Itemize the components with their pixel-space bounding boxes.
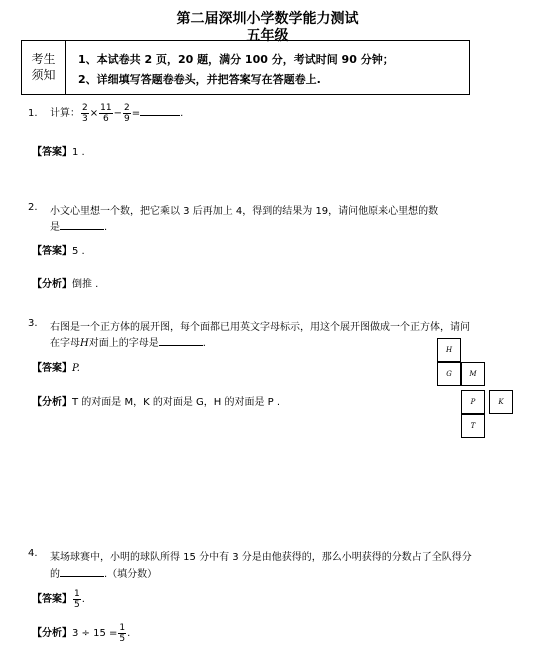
exam-title: 第二届深圳小学数学能力测试 bbox=[176, 11, 359, 27]
q3-analysis-text: T 的对面是 M，K 的对面是 G，H 的对面是 P . bbox=[72, 397, 281, 408]
q1-tail: . bbox=[180, 108, 184, 119]
q1-answer-blank bbox=[140, 106, 180, 116]
q2-line-2-suffix: . bbox=[104, 222, 108, 233]
q4-answer-fraction: $\frac{1}{5}$ bbox=[74, 588, 80, 610]
q3-line-2-suffix: . bbox=[202, 338, 206, 349]
q4-answer-tag: 【答案】 bbox=[32, 594, 72, 605]
q1-op-2: − bbox=[113, 108, 122, 119]
q2-line-1: 小文心里想一个数，把它乘以 3 后再加上 4，得到的结果为 19，请问他原来心里想的数 bbox=[50, 206, 439, 217]
q3-answer-blank bbox=[159, 336, 203, 346]
q3-line-2-b: 对面上的字母是 bbox=[88, 338, 159, 349]
q4-number: 4. bbox=[28, 548, 38, 559]
q3-line-1: 右图是一个正方体的展开图，每个面都已用英文字母标示，用这个展开图做成一个正方体，请问 bbox=[50, 322, 470, 333]
q1-expression bbox=[50, 100, 183, 128]
q3-answer-value: P. bbox=[72, 363, 80, 374]
q1-answer-value: 1 . bbox=[72, 147, 85, 158]
q1-fraction-1: $\frac{2}{3}$ bbox=[82, 102, 88, 124]
q1-op-1: × bbox=[89, 108, 99, 119]
q2-number: 2. bbox=[28, 202, 38, 213]
q4-line-1: 某场球赛中，小明的球队所得 15 分中有 3 分是由他获得的，那么小明获得的分数占了全队得分 bbox=[50, 552, 472, 563]
q3-line-2 bbox=[50, 334, 206, 349]
q3-answer bbox=[32, 359, 80, 374]
grade-subtitle: 五年级 bbox=[246, 28, 289, 44]
q1-number: 1. bbox=[28, 108, 38, 119]
notice-label-line-1: 考生 bbox=[31, 52, 56, 66]
q4-answer-blank bbox=[60, 567, 104, 577]
q4-analysis-fraction: $\frac{1}{5}$ bbox=[119, 622, 126, 644]
q4-analysis-expr: 3 ÷ 15 = bbox=[72, 628, 118, 639]
q1-answer-tag: 【答案】 bbox=[32, 147, 72, 158]
q4-answer-tail: . bbox=[81, 594, 85, 605]
net-face-p: P bbox=[461, 390, 485, 414]
q4-analysis-tail: . bbox=[127, 628, 131, 639]
q2-answer-value: 5 . bbox=[72, 246, 85, 257]
exam-notice-box bbox=[21, 40, 470, 95]
net-face-m: M bbox=[461, 362, 485, 386]
q3-analysis-tag: 【分析】 bbox=[32, 397, 72, 408]
q1-answer bbox=[32, 143, 85, 158]
q1-fraction-2: $\frac{11}{6}$ bbox=[100, 102, 112, 124]
q3-line-2-a: 在字母 bbox=[50, 338, 80, 349]
q2-answer-tag: 【答案】 bbox=[32, 246, 72, 257]
q4-line-2-suffix: .（填分数） bbox=[104, 569, 158, 580]
q2-answer-blank bbox=[60, 220, 104, 230]
q2-analysis-text: 倒推 . bbox=[72, 279, 99, 290]
net-face-k: K bbox=[489, 390, 513, 414]
q2-answer bbox=[32, 242, 85, 257]
q2-line-2-prefix: 是 bbox=[50, 222, 60, 233]
notice-label bbox=[22, 41, 66, 94]
q4-line-2 bbox=[50, 565, 157, 580]
notice-line-2: 2、详细填写答题卷卷头，并把答案写在答题卷上. bbox=[78, 73, 321, 86]
q4-analysis-tag: 【分析】 bbox=[32, 628, 72, 639]
q3-answer-tag: 【答案】 bbox=[32, 363, 72, 374]
q4-answer bbox=[32, 586, 85, 614]
net-face-h: H bbox=[437, 338, 461, 362]
q4-line-2-prefix: 的 bbox=[50, 569, 60, 580]
net-face-g: G bbox=[437, 362, 461, 386]
q2-line-2 bbox=[50, 218, 107, 233]
q1-fraction-3: $\frac{2}{9}$ bbox=[123, 102, 130, 124]
notice-label-line-2: 须知 bbox=[31, 68, 56, 82]
q3-analysis bbox=[32, 393, 280, 408]
q3-number: 3. bbox=[28, 318, 38, 329]
q4-analysis bbox=[32, 620, 130, 648]
q1-equals: = bbox=[131, 108, 141, 119]
q1-prefix: 计算： bbox=[50, 108, 80, 119]
q3-line-2-h: H bbox=[80, 338, 89, 349]
notice-line-1: 1、本试卷共 2 页，20 题，满分 100 分，考试时间 90 分钟； bbox=[78, 53, 394, 66]
q2-analysis-tag: 【分析】 bbox=[32, 279, 72, 290]
net-face-t: T bbox=[461, 414, 485, 438]
q2-analysis bbox=[32, 275, 98, 290]
